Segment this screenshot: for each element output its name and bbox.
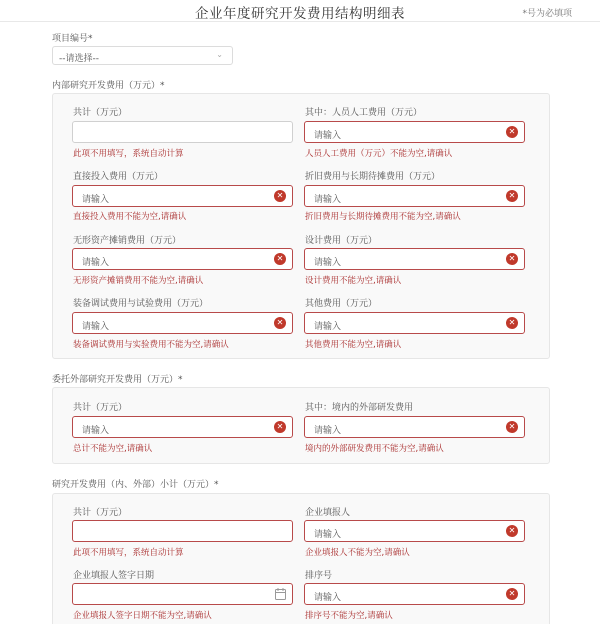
error-circle-icon: ✕ bbox=[506, 190, 518, 202]
project-number-label: 项目编号* bbox=[52, 34, 93, 44]
top-bar bbox=[0, 0, 600, 22]
input-placeholder: 请输入 bbox=[82, 426, 110, 436]
field-label: 企业填报人签字日期 bbox=[73, 571, 155, 581]
error-circle-icon: ✕ bbox=[274, 421, 286, 433]
error-circle-icon: ✕ bbox=[506, 525, 518, 537]
external-total-input[interactable] bbox=[72, 416, 293, 438]
field-message: 此项不用填写，系统自动计算 bbox=[73, 149, 184, 159]
field-label: 其中：境内的外部研发费用 bbox=[305, 403, 414, 413]
error-circle-icon: ✕ bbox=[506, 253, 518, 265]
equipment-test-cost-input[interactable] bbox=[72, 312, 293, 334]
depreciation-cost-input[interactable] bbox=[304, 185, 525, 207]
internal-total-input[interactable] bbox=[72, 121, 293, 143]
input-placeholder: 请输入 bbox=[314, 322, 342, 332]
section-label-subtotal: 研究开发费用（内、外部）小计（万元）* bbox=[52, 480, 219, 490]
error-circle-icon: ✕ bbox=[274, 190, 286, 202]
field-label: 直接投入费用（万元） bbox=[73, 172, 164, 182]
field-message: 人员人工费用（万元）不能为空,请确认 bbox=[305, 149, 453, 159]
required-note: *号为必填项 bbox=[522, 9, 572, 19]
error-circle-icon: ✕ bbox=[274, 317, 286, 329]
input-placeholder: 请输入 bbox=[314, 258, 342, 268]
other-cost-input[interactable] bbox=[304, 312, 525, 334]
input-placeholder: 请输入 bbox=[314, 131, 342, 141]
field-message: 总计不能为空,请确认 bbox=[73, 444, 153, 454]
page-title: 企业年度研究开发费用结构明细表 bbox=[195, 6, 405, 22]
field-label: 装备调试费用与试验费用（万元） bbox=[73, 299, 209, 309]
error-circle-icon: ✕ bbox=[506, 317, 518, 329]
field-message: 直接投入费用不能为空,请确认 bbox=[73, 212, 187, 222]
field-message: 其他费用不能为空,请确认 bbox=[305, 340, 402, 350]
field-message: 装备调试费用与实验费用不能为空,请确认 bbox=[73, 340, 229, 350]
field-label: 其他费用（万元） bbox=[305, 299, 378, 309]
reporter-input[interactable] bbox=[304, 520, 525, 542]
section-label-external: 委托外部研究开发费用（万元）* bbox=[52, 375, 183, 385]
field-label: 其中：人员人工费用（万元） bbox=[305, 108, 423, 118]
section-label-internal: 内部研究开发费用（万元）* bbox=[52, 81, 165, 91]
field-message: 无形资产摊销费用不能为空,请确认 bbox=[73, 276, 204, 286]
input-placeholder: 请输入 bbox=[82, 322, 110, 332]
field-message: 排序号不能为空,请确认 bbox=[305, 611, 393, 621]
field-label: 企业填报人 bbox=[305, 508, 351, 518]
direct-input-cost-input[interactable] bbox=[72, 185, 293, 207]
field-message: 设计费用不能为空,请确认 bbox=[305, 276, 402, 286]
field-label: 设计费用（万元） bbox=[305, 236, 378, 246]
field-label: 排序号 bbox=[305, 571, 333, 581]
field-message: 企业填报人不能为空,请确认 bbox=[305, 548, 410, 558]
input-placeholder: 请输入 bbox=[314, 426, 342, 436]
error-circle-icon: ✕ bbox=[274, 253, 286, 265]
input-placeholder: 请输入 bbox=[82, 258, 110, 268]
field-message: 折旧费用与长期待摊费用不能为空,请确认 bbox=[305, 212, 461, 222]
sort-number-input[interactable] bbox=[304, 583, 525, 605]
project-number-select-value: --请选择-- bbox=[59, 54, 99, 64]
intangible-amortization-input[interactable] bbox=[72, 248, 293, 270]
project-number-select[interactable] bbox=[52, 46, 233, 65]
field-label: 共计（万元） bbox=[73, 403, 128, 413]
sign-date-input[interactable] bbox=[72, 583, 293, 605]
field-label: 共计（万元） bbox=[73, 508, 128, 518]
error-circle-icon: ✕ bbox=[506, 126, 518, 138]
field-message: 此项不用填写，系统自动计算 bbox=[73, 548, 184, 558]
field-label: 无形资产摊销费用（万元） bbox=[73, 236, 182, 246]
personnel-cost-input[interactable] bbox=[304, 121, 525, 143]
input-placeholder: 请输入 bbox=[314, 195, 342, 205]
field-message: 企业填报人签字日期不能为空,请确认 bbox=[73, 611, 212, 621]
field-message: 境内的外部研发费用不能为空,请确认 bbox=[305, 444, 444, 454]
field-label: 共计（万元） bbox=[73, 108, 128, 118]
design-cost-input[interactable] bbox=[304, 248, 525, 270]
chevron-down-icon: ⌄ bbox=[216, 50, 223, 59]
input-placeholder: 请输入 bbox=[314, 593, 342, 603]
error-circle-icon: ✕ bbox=[506, 588, 518, 600]
domestic-external-cost-input[interactable] bbox=[304, 416, 525, 438]
error-circle-icon: ✕ bbox=[506, 421, 518, 433]
subtotal-input[interactable] bbox=[72, 520, 293, 542]
input-placeholder: 请输入 bbox=[314, 530, 342, 540]
input-placeholder: 请输入 bbox=[82, 195, 110, 205]
calendar-icon[interactable] bbox=[275, 588, 286, 600]
field-label: 折旧费用与长期待摊费用（万元） bbox=[305, 172, 441, 182]
